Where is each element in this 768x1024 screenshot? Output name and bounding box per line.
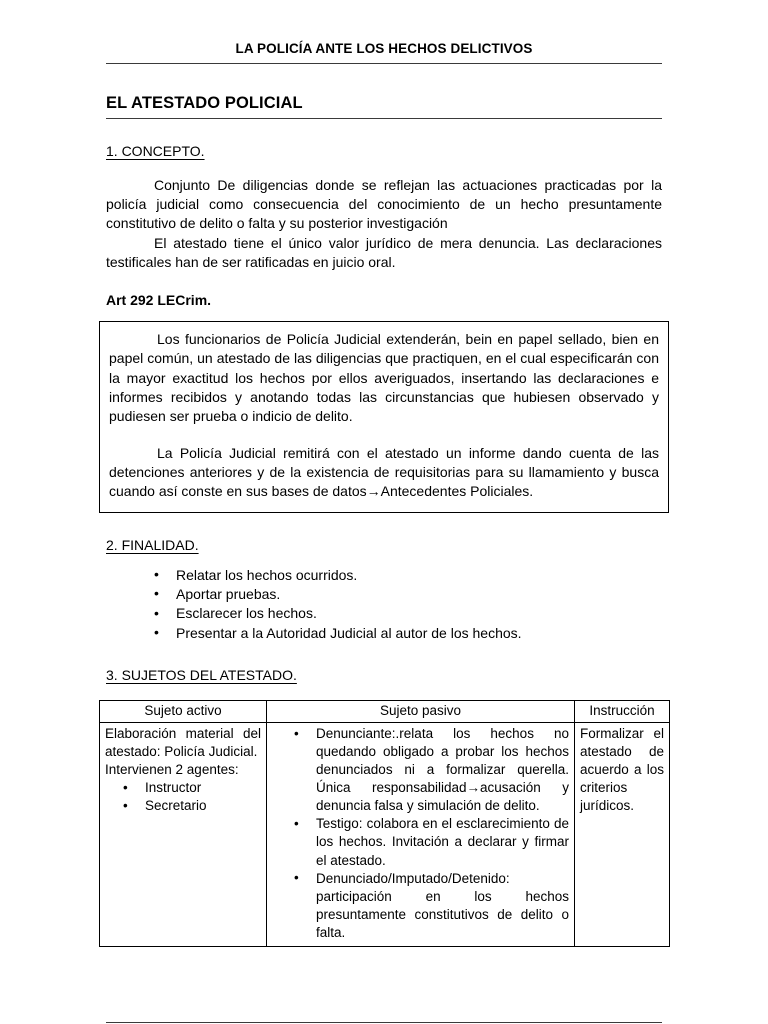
sujeto-activo-intro-1: Elaboración material del atestado: Policía Judicial. [105,726,261,760]
concepto-paragraph-2: El atestado tiene el único valor jurídico de mera denuncia. Las declaraciones testificales han de ser ratificadas en juicio oral. [106,234,662,271]
list-item: • Instructor [123,779,261,797]
list-item: • Presentar a la Autoridad Judicial al autor de los hechos. [154,624,662,643]
cell-sujeto-pasivo [267,723,575,947]
table-row [100,723,670,947]
law-reference-label: Art 292 LECrim. [106,292,212,309]
running-head: LA POLICÍA ANTE LOS HECHOS DELICTIVOS [235,41,533,56]
list-item: • Testigo: colabora en el esclarecimiento de los hechos. Invitación a declarar y firmar el atestado. [294,815,569,869]
section-concepto-heading-wrap [106,119,662,160]
section-finalidad-heading-wrap [106,513,662,554]
table-header-row [100,700,670,722]
list-item: • Secretario [123,797,261,815]
section-heading-concepto: 1. CONCEPTO. [106,142,205,159]
footer-rule [106,1022,662,1023]
sujeto-activo-agents-list [105,779,261,815]
section-heading-sujetos: 3. SUJETOS DEL ATESTADO. [106,666,297,683]
list-item: • Esclarecer los hechos. [154,604,662,623]
column-header-instruccion: Instrucción [575,700,670,722]
law-quote-paragraph-1: Los funcionarios de Policía Judicial extenderán, bein en papel sellado, bien en papel común, un atestado de las diligencias que practiquen, en el cual especificarán con la mayor exactitud los hechos por ellos averiguados, insertando las declaraciones e informes recibidos y anotando todas las circunstancias que hubiesen observado y pudiesen ser prueba o indicio de delito. [109,331,659,425]
finalidad-list [106,566,662,643]
column-header-sujeto-pasivo: Sujeto pasivo [267,700,575,722]
sujeto-activo-intro-2: Intervienen 2 agentes: [105,762,239,778]
document-title: EL ATESTADO POLICIAL [106,93,303,112]
list-item: • Relatar los hechos ocurridos. [154,566,662,585]
column-header-sujeto-activo: Sujeto activo [100,700,267,722]
section-heading-finalidad: 2. FINALIDAD. [106,536,199,553]
sujetos-table [99,700,670,947]
cell-instruccion: Formalizar el atestado de acuerdo a los criterios jurídicos. [575,723,670,947]
law-quote-box [99,321,669,513]
sujeto-pasivo-list [272,725,569,942]
list-item: • Aportar pruebas. [154,585,662,604]
list-item: • Denunciado/Imputado/Detenido: participación en los hechos presuntamente constitutivos de delito o falta. [294,870,569,942]
law-quote-paragraph-2: La Policía Judicial remitirá con el atestado un informe dando cuenta de las detenciones anteriores y de la existencia de requisitorias para su llamamiento y busca cuando así conste en sus bases de datos→Antecedentes Policiales. [109,444,659,500]
header-rule [106,63,662,64]
concepto-paragraph-1: Conjunto De diligencias donde se reflejan las actuaciones practicadas por la policía judicial como consecuencia del conocimiento de un hecho presuntamente constitutivo de delito o falta y su posterior investigación [106,176,662,232]
section-sujetos-heading-wrap [106,643,662,684]
list-item: • Denunciante:.relata los hechos no quedando obligado a probar los hechos denunciados ni a formalizar querella. Única responsabilidad→acusación y denuncia falsa y simulación de delito. [294,725,569,815]
cell-sujeto-activo [100,723,267,947]
